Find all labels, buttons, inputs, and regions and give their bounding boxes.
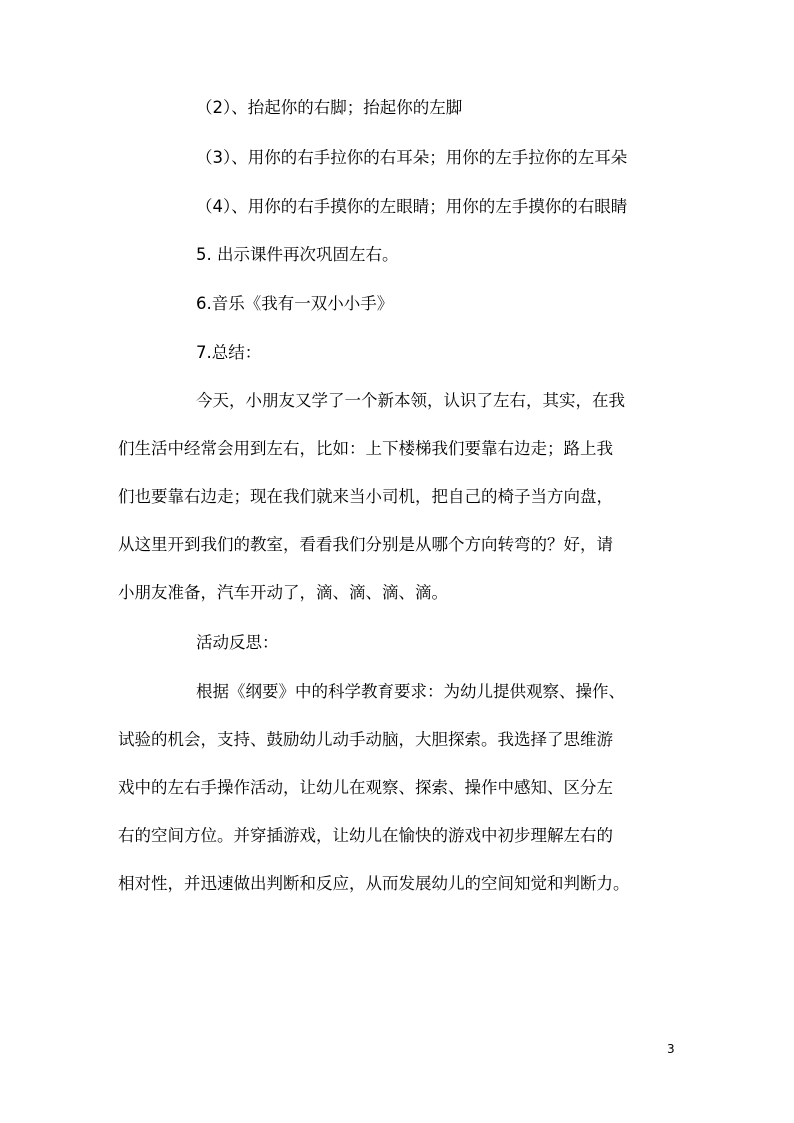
step-4-line: （4）、用你的右手摸你的左眼睛；用你的左手摸你的右眼睛 — [196, 197, 628, 216]
reflection-line: 戏中的左右手操作活动，让幼儿在观察、探索、操作中感知、区分左 — [118, 778, 613, 797]
summary-line: 们也要靠右边走；现在我们就来当小司机，把自己的椅子当方向盘， — [118, 487, 613, 506]
page-number: 3 — [667, 1042, 675, 1056]
summary-line: 从这里开到我们的教室，看看我们分别是从哪个方向转弯的？好，请 — [118, 535, 613, 554]
reflection-heading: 活动反思： — [196, 633, 279, 652]
summary-line: 今天，小朋友又学了一个新本领，认识了左右，其实，在我 — [196, 391, 625, 410]
summary-line: 们生活中经常会用到左右，比如：上下楼梯我们要靠右边走；路上我 — [118, 439, 613, 458]
step-3-line: （3）、用你的右手拉你的右耳朵；用你的左手拉你的左耳朵 — [196, 148, 628, 167]
reflection-line: 试验的机会，支持、鼓励幼儿动手动脑，大胆探索。我选择了思维游 — [118, 730, 613, 749]
summary-line: 小朋友准备，汽车开动了，滴、滴、滴、滴。 — [118, 583, 448, 602]
reflection-line: 相对性，并迅速做出判断和反应，从而发展幼儿的空间知觉和判断力。 — [118, 874, 630, 893]
step-5-line: 5. 出示课件再次巩固左右。 — [196, 245, 399, 264]
reflection-line: 右的空间方位。并穿插游戏，让幼儿在愉快的游戏中初步理解左右的 — [118, 826, 613, 845]
step-7-heading: 7.总结： — [196, 343, 262, 362]
reflection-line: 根据《纲要》中的科学教育要求：为幼儿提供观察、操作、 — [196, 682, 625, 701]
step-2-line: （2）、抬起你的右脚；抬起你的左脚 — [196, 98, 463, 117]
step-6-line: 6.音乐《我有一双小小手》 — [196, 294, 394, 313]
